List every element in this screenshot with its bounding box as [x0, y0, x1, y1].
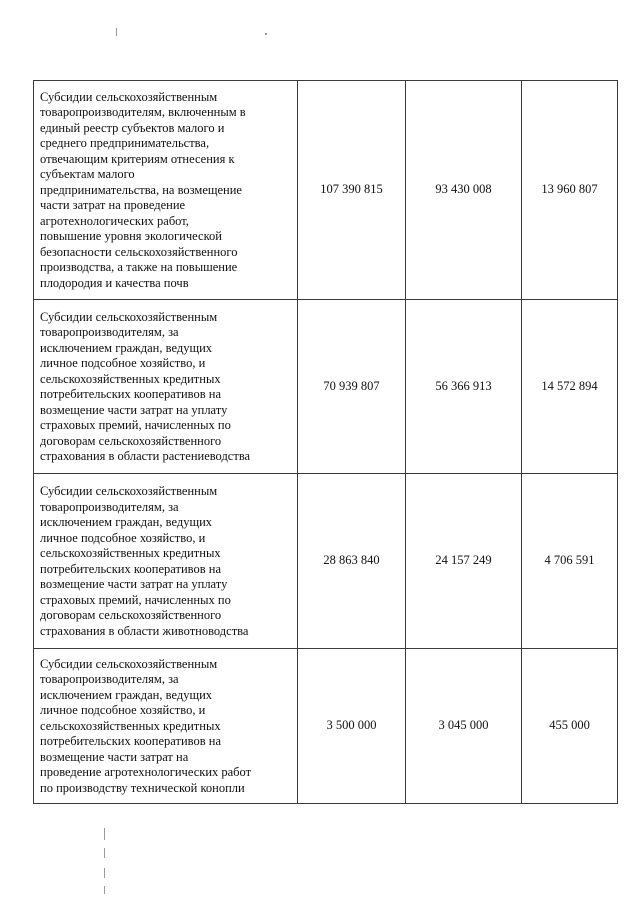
table-row	[34, 300, 618, 474]
scan-mark	[104, 886, 105, 894]
table-row	[34, 474, 618, 649]
scan-mark	[265, 33, 267, 35]
row-total: 107 390 815	[298, 81, 406, 300]
row-value-3: 14 572 894	[522, 300, 618, 474]
scan-mark	[104, 828, 105, 840]
row-description: Субсидии сельскохозяйственным товаропроизводителям, за исключением граждан, ведущих личное подсобное хозяйство, и сельскохозяйственных кредитных потребительских кооперативов на возмещение части затрат на проведение агротехнологических работ по производству технической конопли	[34, 649, 298, 804]
row-value-2: 93 430 008	[406, 81, 522, 300]
row-value-2: 24 157 249	[406, 474, 522, 649]
scan-mark	[116, 28, 117, 36]
table-row	[34, 81, 618, 300]
row-value-3: 455 000	[522, 649, 618, 804]
subsidies-table	[33, 80, 618, 804]
scan-mark	[104, 868, 105, 878]
row-value-2: 56 366 913	[406, 300, 522, 474]
row-total: 28 863 840	[298, 474, 406, 649]
scan-mark	[104, 848, 105, 858]
row-total: 3 500 000	[298, 649, 406, 804]
row-value-3: 13 960 807	[522, 81, 618, 300]
row-description: Субсидии сельскохозяйственным товаропроизводителям, включенным в единый реестр субъектов малого и среднего предпринимательства, отвечающим критериям отнесения к субъектам малого предпринимательства, на возмещение части затрат на проведение агротехнологических работ, повышение уровня экологической безопасности сельскохозяйственного производства, а также на повышение плодородия и качества почв	[34, 81, 298, 300]
row-description: Субсидии сельскохозяйственным товаропроизводителям, за исключением граждан, ведущих личное подсобное хозяйство, и сельскохозяйственных кредитных потребительских кооперативов на возмещение части затрат на уплату страховых премий, начисленных по договорам сельскохозяйственного страхования в области животноводства	[34, 474, 298, 649]
row-value-2: 3 045 000	[406, 649, 522, 804]
row-value-3: 4 706 591	[522, 474, 618, 649]
row-description: Субсидии сельскохозяйственным товаропроизводителям, за исключением граждан, ведущих личное подсобное хозяйство, и сельскохозяйственных кредитных потребительских кооперативов на возмещение части затрат на уплату страховых премий, начисленных по договорам сельскохозяйственного страхования в области растениеводства	[34, 300, 298, 474]
row-total: 70 939 807	[298, 300, 406, 474]
table-row	[34, 649, 618, 804]
